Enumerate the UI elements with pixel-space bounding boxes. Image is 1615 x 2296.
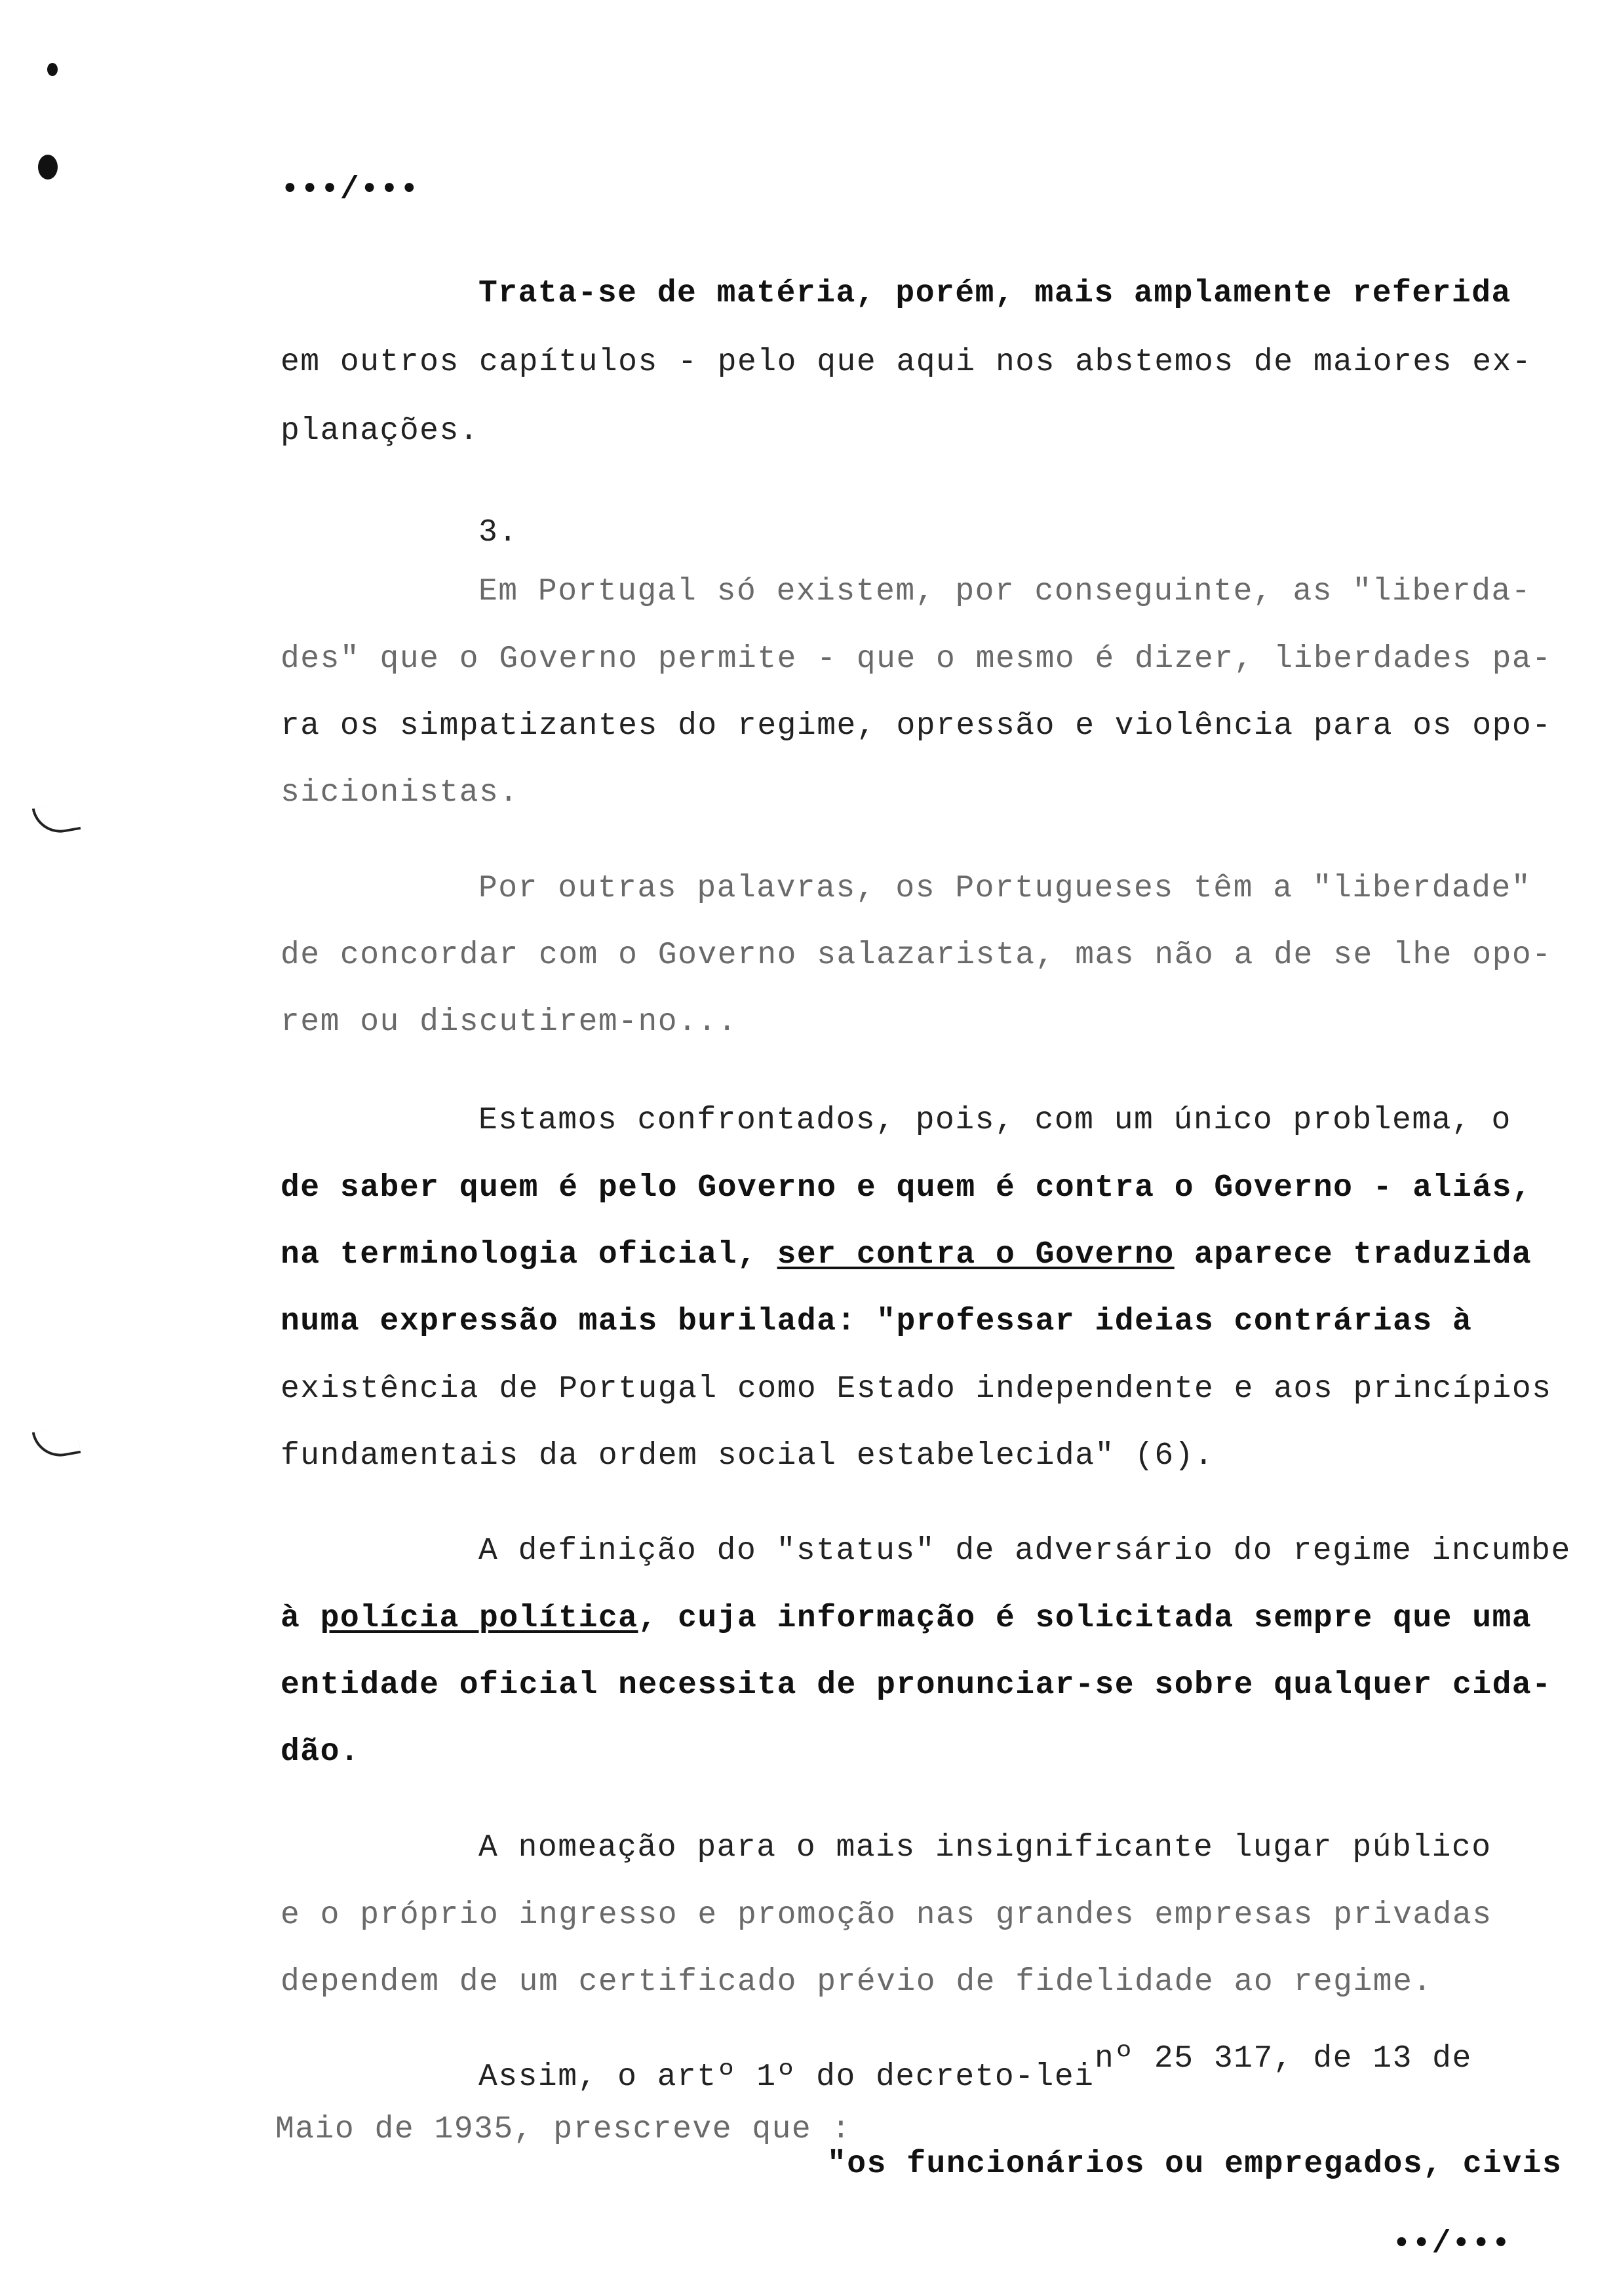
paragraph-4-line-3 (281, 1235, 1532, 1274)
punch-hole-mark-top (47, 63, 58, 76)
paragraph-4-line-6: fundamentais da ordem social estabelecida" (6). (281, 1438, 1215, 1474)
paragraph-1-line-1: Trata-se de matéria, porém, mais amplamente referida (478, 276, 1511, 311)
paragraph-4-line-1: Estamos confrontados, pois, com um único problema, o (478, 1103, 1511, 1138)
paragraph-5-line-2 (281, 1599, 1532, 1638)
paragraph-2-line-4: sicionistas. (281, 775, 519, 811)
paragraph-2-line-2: des" que o Governo permite - que o mesmo é dizer, liberdades pa- (281, 641, 1552, 677)
paragraph-1-line-2: em outros capítulos - pelo que aqui nos abstemos de maiores ex- (281, 345, 1532, 380)
paragraph-5-line-3: entidade oficial necessita de pronunciar-se sobre qualquer cida- (281, 1668, 1552, 1703)
paragraph-7-line-1-end: nº 25 317, de 13 de (1095, 2041, 1472, 2076)
paragraph-5-line-4: dão. (281, 1734, 360, 1770)
paragraph-6-line-2: e o próprio ingresso e promoção nas grandes empresas privadas (281, 1898, 1492, 1933)
header-continuation: •••/••• (281, 172, 420, 208)
paragraph-4-line-2: de saber quem é pelo Governo e quem é contra o Governo - aliás, (281, 1170, 1532, 1206)
footer-continuation: ••/••• (1392, 2227, 1511, 2262)
paragraph-4-line-3-start: na terminologia oficial, (281, 1237, 777, 1272)
quoted-statute-start: "os funcionários ou empregados, civis (827, 2147, 1563, 2182)
section-number: 3. (478, 515, 518, 550)
paragraph-5-line-2-start: à (281, 1601, 321, 1636)
paragraph-6-line-3: dependem de um certificado prévio de fidelidade ao regime. (281, 1964, 1433, 2000)
paragraph-4-line-3-end: aparece traduzida (1174, 1237, 1532, 1272)
paragraph-6-line-1: A nomeação para o mais insignificante lugar público (478, 1830, 1492, 1866)
paragraph-7-line-2: Maio de 1935, prescreve que : (275, 2112, 851, 2147)
underlined-phrase-policia-politica: polícia política (320, 1601, 638, 1636)
paragraph-4-line-4: numa expressão mais burilada: "professar ideias contrárias à (281, 1304, 1473, 1339)
paragraph-3-line-3: rem ou discutirem-no... (281, 1004, 738, 1040)
punch-hole-mark (38, 155, 58, 180)
paragraph-2-line-1: Em Portugal só existem, por conseguinte, as "liberda- (478, 574, 1532, 609)
scan-artifact-arc (32, 1425, 81, 1461)
paragraph-7-line-1: Assim, o artº 1º do decreto-lei (478, 2059, 1095, 2095)
paragraph-4-line-5: existência de Portugal como Estado independente e aos princípios (281, 1371, 1552, 1407)
scan-artifact-arc (32, 801, 81, 837)
paragraph-3-line-2: de concordar com o Governo salazarista, mas não a de se lhe opo- (281, 938, 1552, 973)
paragraph-5-line-1: A definição do "status" de adversário do regime incumbe (478, 1533, 1571, 1569)
paragraph-5-line-2-end: , cuja informação é solicitada sempre que uma (638, 1601, 1532, 1636)
underlined-phrase-contra-governo: ser contra o Governo (777, 1237, 1175, 1272)
paragraph-1-line-3: planações. (281, 413, 480, 449)
paragraph-3-line-1: Por outras palavras, os Portugueses têm a "liberdade" (478, 871, 1532, 906)
paragraph-2-line-3: ra os simpatizantes do regime, opressão e violência para os opo- (281, 708, 1552, 744)
